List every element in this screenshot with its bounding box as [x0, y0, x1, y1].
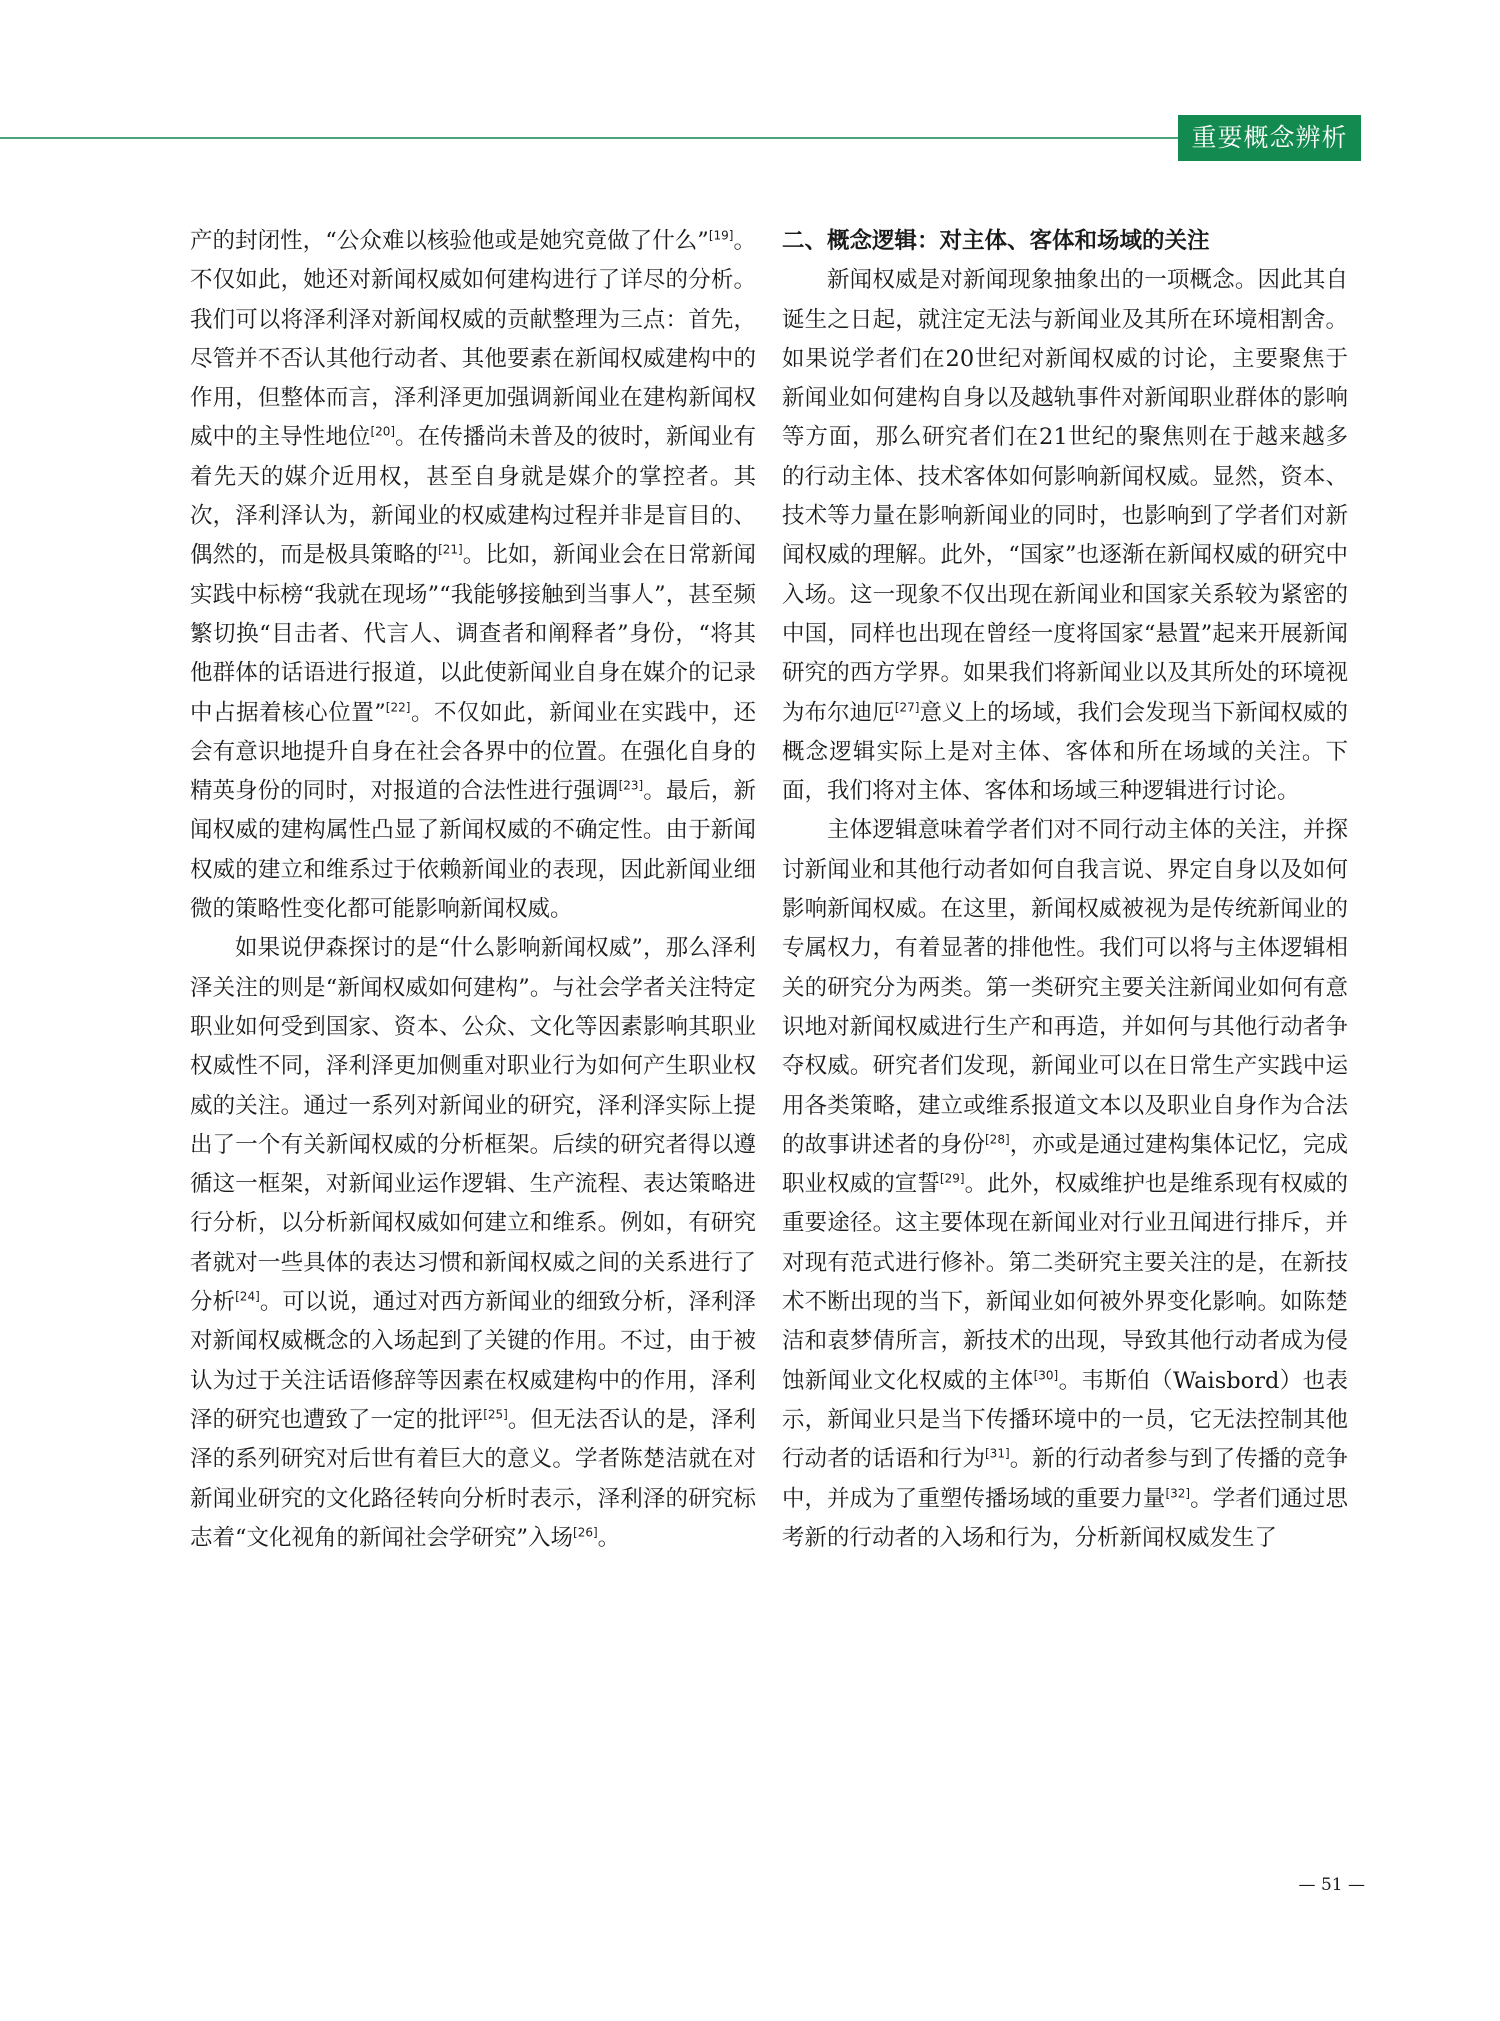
text-run: 主体逻辑意味着学者们对不同行动主体的关注，并探讨新闻业和其他行动者如何自我言说、界定自身以及如何影响新闻权威。在这里，新闻权威被视为是传统新闻业的专属权力，有着显著的排他性。我们可以将与主体逻辑相关的研究分为两类。第一类研究主要关注新闻业如何有意识地对新闻权威进行生产和再造，并如何与其他行动者争夺权威。研究者们发现，新闻业可以在日常生产实践中运用各类策略，建立或维系报道文本以及职业自身作为合法的故事讲述者的身份: [782, 817, 1348, 1158]
text-run: 。新的行动者参与到了传播的竞争中，并成为了重塑传播场域的重要力量: [782, 1446, 1348, 1512]
paragraph: [782, 811, 1348, 1558]
citation-mark: [25]: [483, 1407, 508, 1422]
citation-mark: [29]: [939, 1171, 965, 1186]
citation-mark: [21]: [438, 542, 463, 557]
right-column-body: [782, 261, 1348, 1558]
text-run: 。韦斯伯（Waisbord）也表示，新闻业只是当下传播环境中的一员，它无法控制其他行动者的话语和行为: [782, 1367, 1348, 1473]
section-heading: 二、概念逻辑：对主体、客体和场域的关注: [782, 228, 1210, 254]
text-run: 。学者们通过思考新的行动者的入场和行为，分析新闻权威发生了: [782, 1485, 1348, 1551]
text-run: 。: [597, 1524, 621, 1551]
paragraph: [190, 222, 756, 929]
text-run: 。但无法否认的是，泽利泽的系列研究对后世有着巨大的意义。学者陈楚洁就在对新闻业研究的文化路径转向分析时表示，泽利泽的研究标志着“文化视角的新闻社会学研究”入场: [190, 1406, 756, 1551]
text-run: ，亦或是通过建构集体记忆，完成职业权威的宣誓: [782, 1131, 1348, 1198]
right-column: [782, 222, 1348, 1558]
citation-mark: [26]: [573, 1525, 598, 1540]
header-rule: [0, 137, 1178, 139]
citation-mark: [30]: [1033, 1368, 1059, 1383]
page-number: — 51 —: [1298, 1875, 1365, 1895]
citation-mark: [19]: [708, 228, 734, 243]
text-run: 。最后，新闻权威的建构属性凸显了新闻权威的不确定性。由于新闻权威的建立和维系过于依赖新闻业的表现，因此新闻业细微的策略性变化都可能影响新闻权威。: [190, 778, 756, 923]
citation-mark: [27]: [894, 700, 920, 715]
citation-mark: [32]: [1165, 1486, 1191, 1501]
text-run: 。比如，新闻业会在日常新闻实践中标榜“我就在现场”“我能够接触到当事人”，甚至频繁切换“目击者、代言人、调查者和阐释者”身份，“将其他群体的话语进行报道，以此使新闻业自身在媒介的记录中占据着核心位置”: [190, 542, 756, 726]
citation-mark: [20]: [370, 425, 396, 440]
text-run: 新闻权威是对新闻现象抽象出的一项概念。因此其自诞生之日起，就注定无法与新闻业及其所在环境相割舍。如果说学者们在20世纪对新闻权威的讨论，主要聚焦于新闻业如何建构自身以及越轨事件对新闻职业群体的影响等方面，那么研究者们在21世纪的聚焦则在于越来越多的行动主体、技术客体如何影响新闻权威。显然，资本、技术等力量在影响新闻业的同时，也影响到了学者们对新闻权威的理解。此外，“国家”也逐渐在新闻权威的研究中入场。这一现象不仅出现在新闻业和国家关系较为紧密的中国，同样也出现在曾经一度将国家“悬置”起来开展新闻研究的西方学界。如果我们将新闻业以及其所处的环境视为布尔迪厄: [782, 267, 1348, 726]
text-run: 。此外，权威维护也是维系现有权威的重要途径。这主要体现在新闻业对行业丑闻进行排斥，并对现有范式进行修补。第二类研究主要关注的是，在新技术不断出现的当下，新闻业如何被外界变化影响。如陈楚洁和袁梦倩所言，新技术的出现，导致其他行动者成为侵蚀新闻业文化权威的主体: [782, 1171, 1348, 1394]
citation-mark: [31]: [985, 1446, 1010, 1461]
paragraph: [190, 929, 756, 1558]
text-run: 。可以说，通过对西方新闻业的细致分析，泽利泽对新闻权威概念的入场起到了关键的作用。不过，由于被认为过于关注话语修辞等因素在权威建构中的作用，泽利泽的研究也遭致了一定的批评: [190, 1289, 756, 1433]
citation-mark: [24]: [235, 1289, 260, 1304]
citation-mark: [23]: [618, 778, 644, 793]
text-run: 如果说伊森探讨的是“什么影响新闻权威”，那么泽利泽关注的则是“新闻权威如何建构”。与社会学者关注特定职业如何受到国家、资本、公众、文化等因素影响其职业权威性不同，泽利泽更加侧重对职业行为如何产生职业权威的关注。通过一系列对新闻业的研究，泽利泽实际上提出了一个有关新闻权威的分析框架。后续的研究者得以遵循这一框架，对新闻业运作逻辑、生产流程、表达策略进行分析，以分析新闻权威如何建立和维系。例如，有研究者就对一些具体的表达习惯和新闻权威之间的关系进行了分析: [190, 935, 756, 1316]
left-column: [190, 222, 756, 1558]
citation-mark: [22]: [385, 700, 411, 715]
paragraph: [782, 261, 1348, 811]
text-run: 意义上的场域，我们会发现当下新闻权威的概念逻辑实际上是对主体、客体和所在场域的关注。下面，我们将对主体、客体和场域三种逻辑进行讨论。: [782, 699, 1348, 805]
text-run: 。在传播尚未普及的彼时，新闻业有着先天的媒介近用权，甚至自身就是媒介的掌控者。其次，泽利泽认为，新闻业的权威建构过程并非是盲目的、偶然的，而是极具策略的: [190, 424, 756, 569]
section-tab: 重要概念辨析: [1178, 115, 1361, 161]
text-run: 。不仅如此，新闻业在实践中，还会有意识地提升自身在社会各界中的位置。在强化自身的精英身份的同时，对报道的合法性进行强调: [190, 699, 756, 805]
citation-mark: [28]: [985, 1132, 1010, 1147]
text-run: 产的封闭性，“公众难以核验他或是她究竟做了什么”: [190, 228, 709, 254]
text-run: 。不仅如此，她还对新闻权威如何建构进行了详尽的分析。我们可以将泽利泽对新闻权威的贡献整理为三点：首先，尽管并不否认其他行动者、其他要素在新闻权威建构中的作用，但整体而言，泽利泽更加强调新闻业在建构新闻权威中的主导性地位: [190, 228, 756, 451]
